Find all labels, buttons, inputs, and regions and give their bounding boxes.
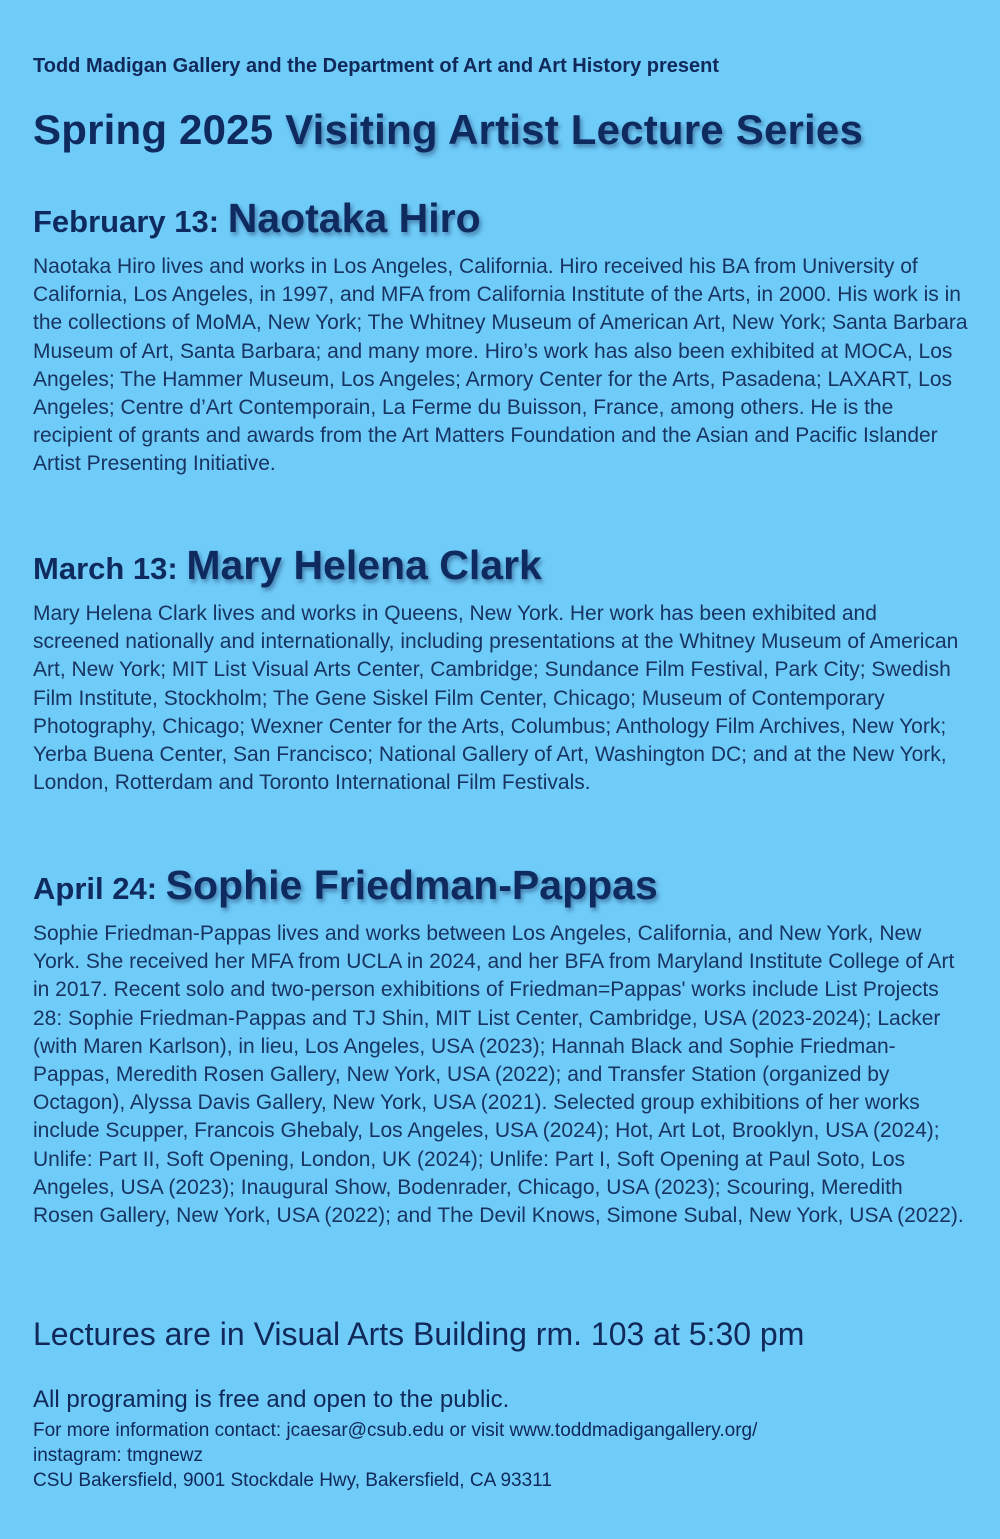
- instagram-handle: instagram: tmgnewz: [33, 1445, 204, 1466]
- series-title-emphasis: Visiting Artist Lecture Series: [285, 106, 864, 153]
- artist-bio: Sophie Friedman-Pappas lives and works between Los Angeles, California, and New York, New York. She received her MFA from UCLA in 2024, and her BFA from Maryland Institute College of Art in 2017. Recent solo and two-person exhibitions of Friedman=Pappas' works include List Projects 28: Sophie Friedman-Pappas and TJ Shin, MIT List Center, Cambridge, USA (2023-2024); Lacker (with Maren Karlson), in lieu, Los Angeles, USA (2023); Hannah Black and Sophie Friedman-Pappas, Meredith Rosen Gallery, New York, USA (2022); and Transfer Station (organized by Octagon), Alyssa Davis Gallery, New York, USA (2021). Selected group exhibitions of her works include Scupper, Francois Ghebaly, Los Angeles, USA (2024); Hot, Art Lot, Brooklyn, USA (2024); Unlife: Part II, Soft Opening, London, UK (2024); Unlife: Part I, Soft Opening at Paul Soto, Los Angeles, USA (2023); Inaugural Show, Bodenrader, Chicago, USA (2023); Scouring, Meredith Rosen Gallery, New York, USA (2022); and The Devil Knows, Simone Subal, New York, USA (2022).: [33, 922, 964, 1228]
- address: CSU Bakersfield, 9001 Stockdale Hwy, Bakersfield, CA 93311: [33, 1470, 552, 1491]
- artist-bio: Naotaka Hiro lives and works in Los Angeles, California. Hiro received his BA from University of California, Los Angeles, in 1997, and MFA from California Institute of the Arts, in 2000. His work is in the collections of MoMA, New York; The Whitney Museum of American Art, New York; Santa Barbara Museum of Art, Santa Barbara; and many more. Hiro’s work has also been exhibited at MOCA, Los Angeles; The Hammer Museum, Los Angeles; Armory Center for the Arts, Pasadena; LAXART, Los Angeles; Centre d’Art Contemporain, La Ferme du Buisson, France, among others. He is the recipient of grants and awards from the Art Matters Foundation and the Asian and Pacific Islander Artist Presenting Initiative.: [33, 255, 968, 476]
- presenter-line: Todd Madigan Gallery and the Department of Art and Art History present: [33, 55, 720, 77]
- lecture-date: April 24:: [33, 871, 166, 906]
- artist-name: Mary Helena Clark: [186, 542, 542, 588]
- lecture-date: March 13:: [33, 551, 187, 586]
- free-admission-note: All programing is free and open to the public.: [33, 1386, 510, 1413]
- lecture-mary-helena-clark: [33, 542, 973, 797]
- lecture-heading: [33, 195, 973, 241]
- lecture-location: Lectures are in Visual Arts Building rm. 103 at 5:30 pm: [33, 1316, 805, 1352]
- lecture-heading: [33, 862, 973, 908]
- series-title: [33, 106, 863, 154]
- artist-bio: Mary Helena Clark lives and works in Queens, New York. Her work has been exhibited and screened nationally and internationally, including presentations at the Whitney Museum of American Art, New York; MIT List Visual Arts Center, Cambridge; Sundance Film Festival, Park City; Swedish Film Institute, Stockholm; The Gene Siskel Film Center, Chicago; Museum of Contemporary Photography, Chicago; Wexner Center for the Arts, Columbus; Anthology Film Archives, New York; Yerba Buena Center, San Francisco; National Gallery of Art, Washington DC; and at the New York, London, Rotterdam and Toronto International Film Festivals.: [33, 602, 959, 795]
- artist-name: Naotaka Hiro: [227, 195, 481, 241]
- series-title-prefix: Spring 2025: [33, 106, 286, 153]
- contact-info: For more information contact: jcaesar@csub.edu or visit www.toddmadigangallery.org/: [33, 1420, 758, 1441]
- lecture-sophie-friedman-pappas: [33, 862, 973, 1230]
- artist-name: Sophie Friedman-Pappas: [165, 862, 658, 908]
- lecture-date: February 13:: [33, 204, 228, 239]
- lecture-naotaka-hiro: [33, 195, 973, 479]
- lecture-heading: [33, 542, 973, 588]
